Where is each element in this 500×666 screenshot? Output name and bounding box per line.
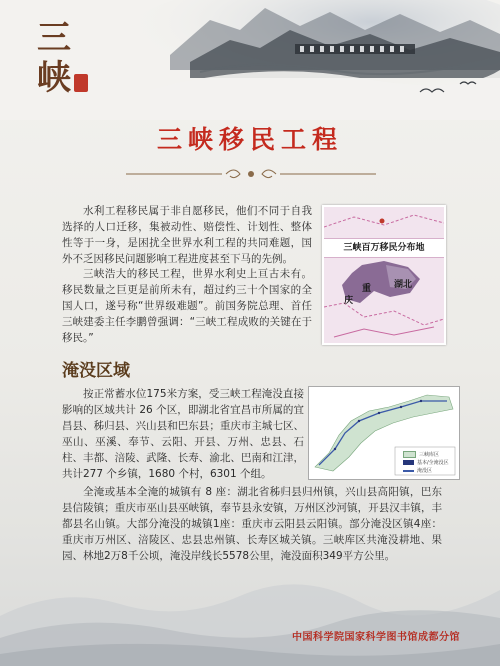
calligraphy-char-2: 峡 xyxy=(37,58,71,98)
intro-paragraph-2: 三峡浩大的移民工程，世界水利史上亘古未有。移民数量之巨更是前所未有，超过约三十个国家的全国人口，遂号称“世界级难题”。前国务院总理、首任三峡建委主任李鹏曾强调：“三峡工程成败的关键在于移民。” xyxy=(62,268,312,344)
map-label-chong: 重 xyxy=(362,284,372,294)
section-paragraph-2: 全淹或基本全淹的城镇有 8 座：湖北省秭归县归州镇，兴山县高阳镇，巴东县信陵镇；重庆市巫山县巫峡镇，奉节县永安镇，万州区沙河镇，开县汉丰镇，丰都县名山镇。大部分淹没的城镇1座：重庆市云阳县云阳镇。部分淹没区镇4座：重庆市万州区、涪陵区、忠县忠州镇、长寿区城关镇。三峡库区共淹没耕地、果园、林地2万8千公顷，淹没岸线长5578公里，淹没面积349平方公里。 xyxy=(62,486,442,562)
map-label-hubei: 湖北 xyxy=(394,280,413,290)
footer-credit: 中国科学院国家科学图书馆成都分馆 xyxy=(292,632,460,643)
migrant-distribution-map xyxy=(322,205,446,345)
header-banner xyxy=(0,0,500,120)
intro-paragraph-1: 水利工程移民属于非自愿移民，他们不同于自我选择的人口迁移，集被动性、赔偿性、计划性、整体性等于一身，是困扰全世界水利工程的共同难题，国外不乏因移民问题影响工程进度甚至下马的先例。 xyxy=(62,205,312,265)
legend-item-inundation: 淹没区 xyxy=(403,467,432,475)
page-title: 三峡移民工程 xyxy=(156,125,343,154)
legend-item-reservoir: 三峡库区 xyxy=(403,451,439,459)
section-title: 淹没区域 xyxy=(62,361,130,381)
calligraphy-char-1: 三 xyxy=(37,18,71,58)
ornamental-divider xyxy=(126,167,376,181)
map-label-qing: 庆 xyxy=(344,296,354,306)
bottom-mountain-illustration xyxy=(0,546,500,666)
legend-item-full-inundation: 基本/全淹没区 xyxy=(403,459,449,467)
title-block xyxy=(0,120,500,156)
ink-landscape-illustration xyxy=(0,0,500,120)
inundation-area-map xyxy=(308,386,460,480)
section-paragraph-1: 按正常蓄水位175米方案，受三峡工程淹没直接影响的区域共计 26 个区，即湖北省宜昌市所属的宜昌县、秭归县、兴山县和巴东县；重庆市主城七区、巫山、巫溪、奉节、云阳、开县、万州、忠县、石柱、丰都、涪陵、武隆、长寿、渝北、巴南和江津，共计277 个乡镇，1680 个村，6301 个组。 xyxy=(62,388,304,480)
calligraphy-logo xyxy=(34,18,74,108)
map-caption: 三峡百万移民分布地 xyxy=(324,238,444,258)
map-shape-illustration xyxy=(324,207,444,343)
red-seal-stamp xyxy=(74,74,88,92)
